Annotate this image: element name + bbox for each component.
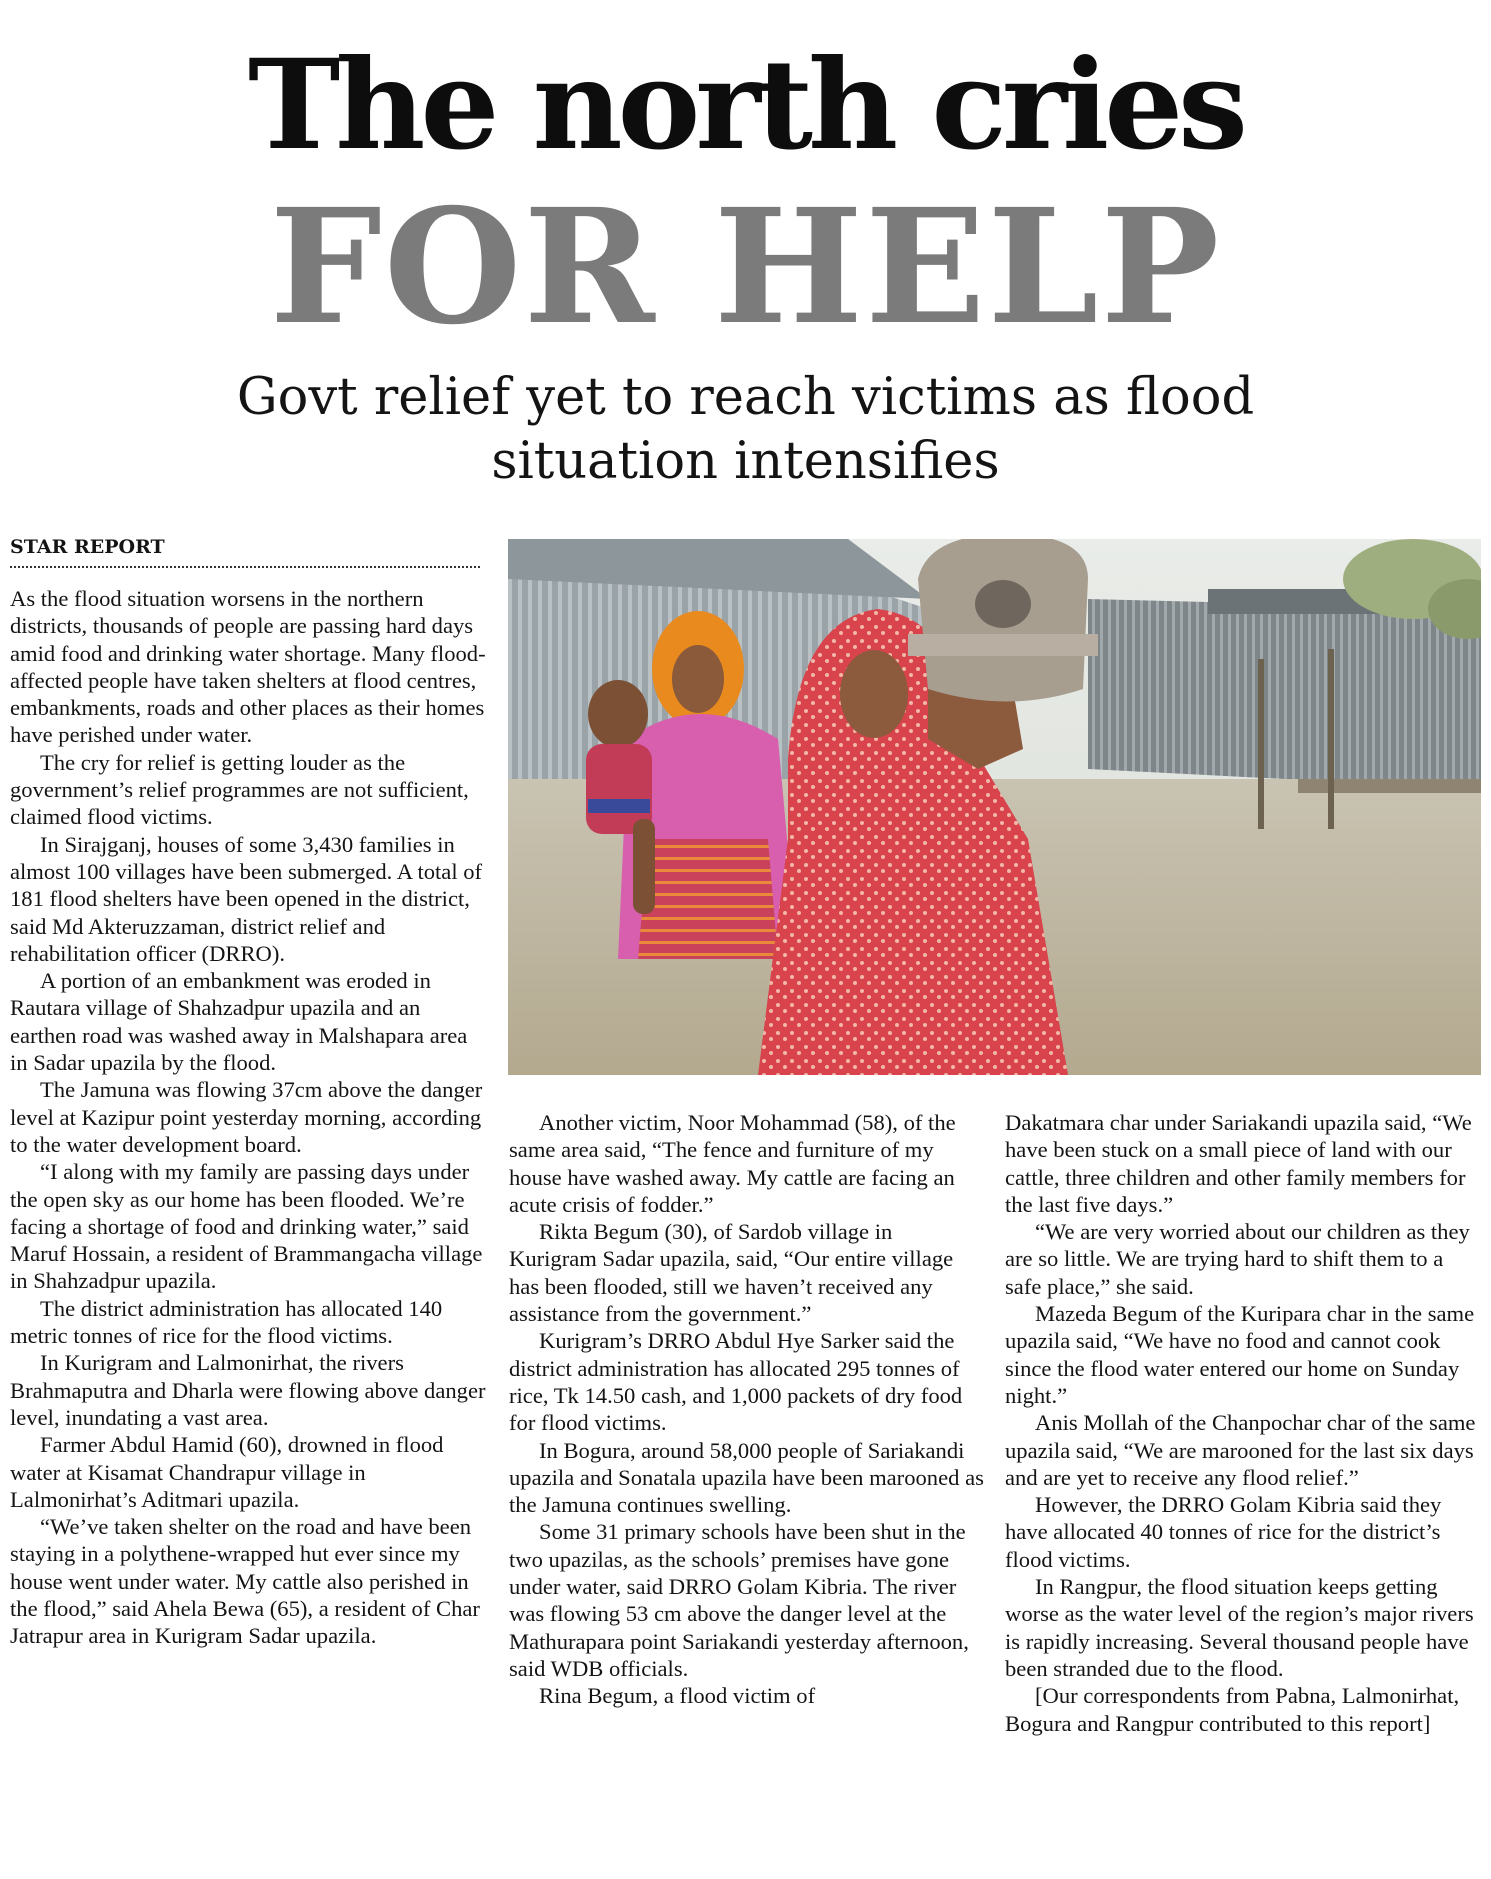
paragraph: Dakatmara char under Sariakandi upazila said, “We have been stuck on a small piece of land with our cattle, three children and other family members for the last five days.” — [1005, 1110, 1472, 1217]
byline: STAR REPORT — [10, 534, 480, 568]
headline-line-1: The north cries — [248, 33, 1243, 178]
paragraph: The cry for relief is getting louder as the government’s relief programmes are not sufficient, claimed flood victims. — [10, 749, 469, 830]
paragraph: Some 31 primary schools have been shut in the two upazilas, as the schools’ premises have gone under water, said DRRO Golam Kibria. The river was flowing 53 cm above the danger level at the Mathurapara point Sariakandi yesterday afternoon, said WDB officials. — [509, 1519, 969, 1681]
paragraph: In Sirajganj, houses of some 3,430 families in almost 100 villages have been submerged. A total of 181 flood shelters have been opened in the district, said Md Akteruzzaman, district relief and rehabilitation officer (DRRO). — [10, 831, 483, 966]
paragraph: As the flood situation worsens in the northern districts, thousands of people are passing hard days amid food and drinking water shortage. Many flood-affected people have taken shelters at flood centres, embankments, roads and other places as their homes have perished under water. — [10, 586, 486, 748]
headline-line-2: FOR HELP — [269, 175, 1222, 360]
paragraph: The district administration has allocated 140 metric tonnes of rice for the flood victims. — [10, 1295, 443, 1349]
article-column-3 — [1005, 1109, 1481, 1737]
paragraph: In Rangpur, the flood situation keeps getting worse as the water level of the region’s major rivers is rapidly increasing. Several thousand people have been stranded due to the flood. — [1005, 1574, 1474, 1681]
subheadline: Govt relief yet to reach victims as flood situation intensifies — [236, 368, 1255, 491]
paragraph: Anis Mollah of the Chanpochar char of the same upazila said, “We are marooned for the last six days and are yet to receive any flood relief.” — [1005, 1410, 1476, 1490]
paragraph: The Jamuna was flowing 37cm above the danger level at Kazipur point yesterday morning, according to the water development board. — [10, 1077, 483, 1157]
paragraph: However, the DRRO Golam Kibria said they have allocated 40 tonnes of rice for the district’s flood victims. — [1005, 1492, 1442, 1572]
paragraph: Farmer Abdul Hamid (60), drowned in flood water at Kisamat Chandrapur village in Lalmonirhat’s Aditmari upazila. — [10, 1432, 444, 1512]
paragraph: Another victim, Noor Mohammad (58), of the same area said, “The fence and furniture of my house have washed away. My cattle are facing an acute crisis of fodder.” — [509, 1110, 956, 1217]
paragraph: Kurigram’s DRRO Abdul Hye Sarker said the district administration has allocated 295 tonnes of rice, Tk 14.50 cash, and 1,000 packets of dry food for flood victims. — [509, 1328, 963, 1436]
paragraph: A portion of an embankment was eroded in Rautara village of Shahzadpur upazila and an earthen road was washed away in Malshapara area in Sadar upazila by the flood. — [10, 968, 468, 1076]
paragraph: In Kurigram and Lalmonirhat, the rivers Brahmaputra and Dharla were flowing above danger level, inundating a vast area. — [10, 1350, 486, 1430]
paragraph: [Our correspondents from Pabna, Lalmonirhat, Bogura and Rangpur contributed to this report] — [1005, 1683, 1460, 1736]
paragraph: “I along with my family are passing days under the open sky as our home has been flooded. We’re facing a shortage of food and drinking water,” said Maruf Hossain, a resident of Brammangacha village in Shahzadpur upazila. — [10, 1159, 483, 1294]
article-column-1 — [10, 585, 486, 1650]
paragraph: Rikta Begum (30), of Sardob village in Kurigram Sadar upazila, said, “Our entire village has been flooded, still we haven’t received any assistance from the government.” — [509, 1219, 954, 1327]
paragraph: “We’ve taken shelter on the road and have been staying in a polythene-wrapped hut ever since my house went under water. My cattle also perished in the flood,” said Ahela Bewa (65), a resident of Char Jatrapur area in Kurigram Sadar upazila. — [10, 1514, 480, 1649]
paragraph: Mazeda Begum of the Kuripara char in the same upazila said, “We have no food and cannot cook since the flood water entered our home on Sunday night.” — [1005, 1301, 1475, 1408]
paragraph: Rina Begum, a flood victim of — [539, 1683, 816, 1709]
flood-victims-photo — [508, 539, 1481, 1075]
article-column-2 — [509, 1109, 984, 1710]
paragraph: In Bogura, around 58,000 people of Sariakandi upazila and Sonatala upazila have been marooned as the Jamuna continues swelling. — [509, 1437, 984, 1518]
paragraph: “We are very worried about our children as they are so little. We are trying hard to shift them to a safe place,” she said. — [1005, 1219, 1470, 1299]
